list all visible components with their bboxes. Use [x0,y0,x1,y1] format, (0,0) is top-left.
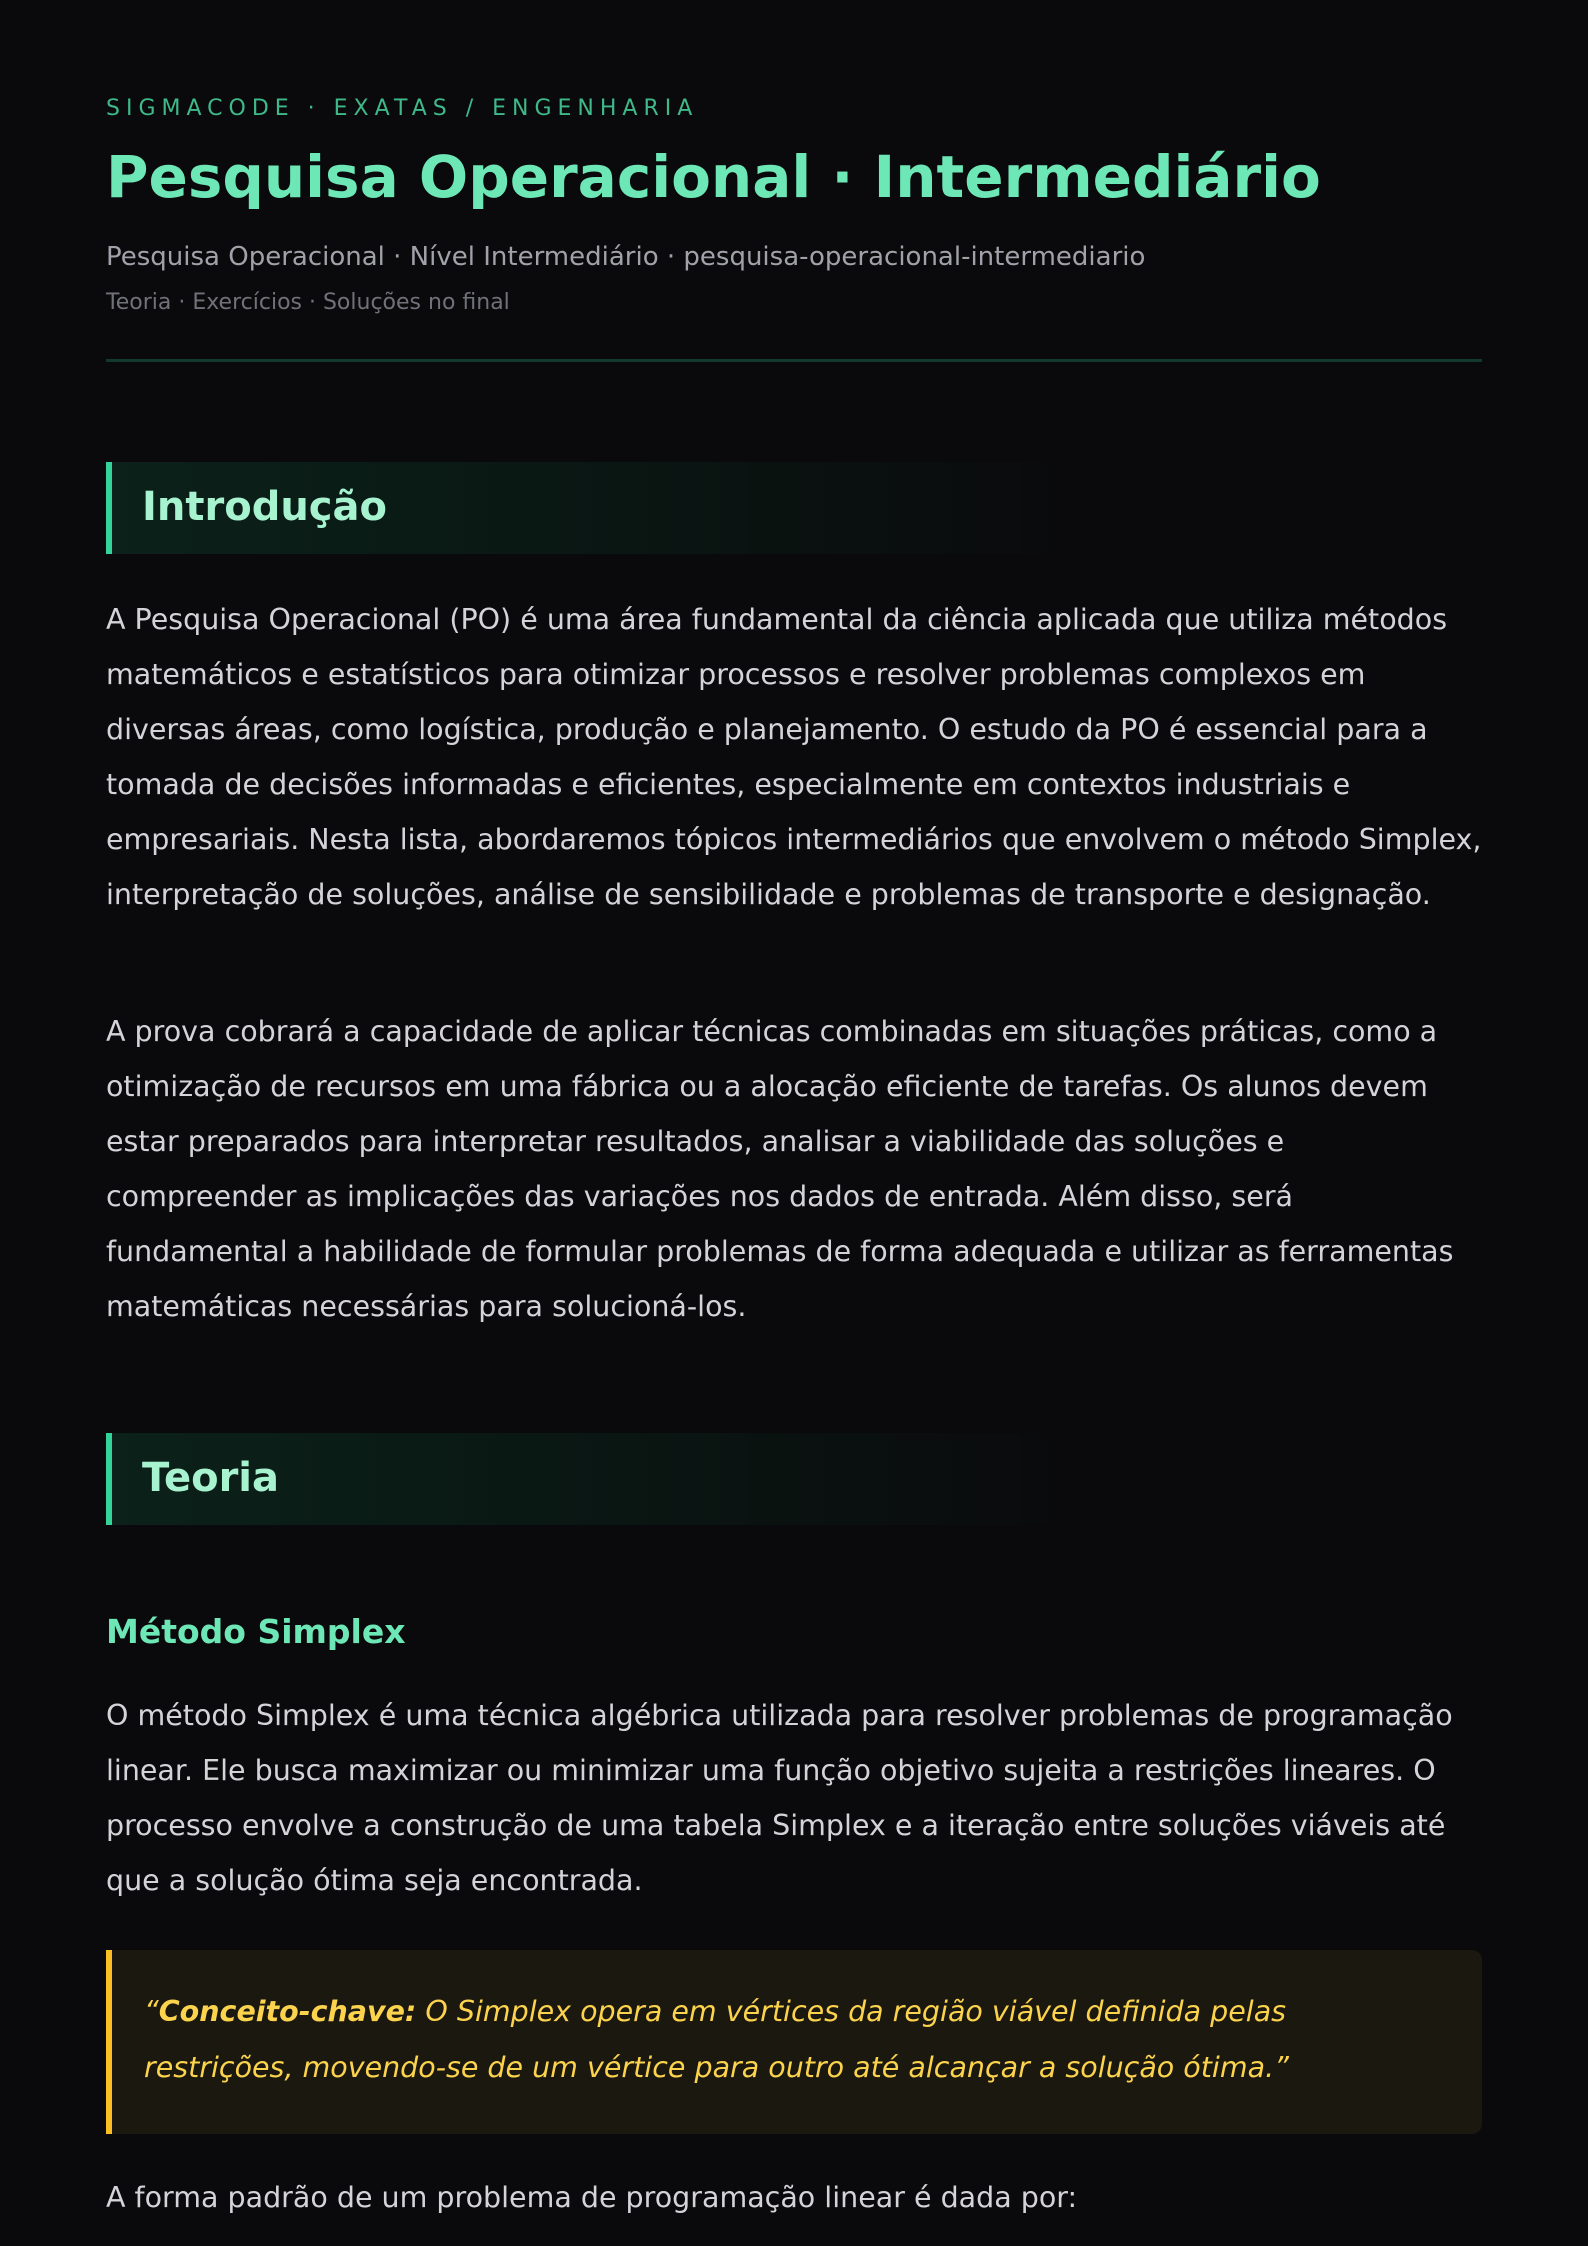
callout-open-quote: “ [144,1995,159,2028]
page-subtitle: Pesquisa Operacional · Nível Intermediário · pesquisa-operacional-intermediario [106,242,1146,272]
standard-form-intro: A forma padrão de um problema de programação linear é dada por: [106,2181,1078,2214]
key-concept-text [144,1984,1444,2096]
key-concept-label: Conceito-chave: [158,1995,417,2028]
key-concept-callout [106,1950,1482,2134]
intro-paragraph-1: A Pesquisa Operacional (PO) é uma área fundamental da ciência aplicada que utiliza métodos matemáticos e estatísticos para otimizar processos e resolver problemas complexos em diversas áreas, como logística, produção e planejamento. O estudo da PO é essencial para a tomada de decisões informadas e eficientes, especialmente em contextos industriais e empresariais. Nesta lista, abordaremos tópicos intermediários que envolvem o método Simplex, interpretação de soluções, análise de sensibilidade e problemas de transporte e designação. [106,603,1482,911]
section-title-introducao: Introdução [142,484,387,530]
section-title-teoria: Teoria [142,1455,280,1501]
subsection-title-metodo-simplex: Método Simplex [106,1612,406,1651]
page-meta: Teoria · Exercícios · Soluções no final [106,290,510,315]
intro-paragraph-2: A prova cobrará a capacidade de aplicar técnicas combinadas em situações práticas, como a otimização de recursos em uma fábrica ou a alocação eficiente de tarefas. Os alunos devem estar preparados para interpretar resultados, analisar a viabilidade das soluções e compreender as implicações das variações nos dados de entrada. Além disso, será fundamental a habilidade de formular problemas de forma adequada e utilizar as ferramentas matemáticas necessárias para solucioná-los. [106,1015,1454,1323]
section-heading-teoria [106,1433,1482,1525]
header-divider [106,359,1482,362]
simplex-paragraph: O método Simplex é uma técnica algébrica utilizada para resolver problemas de programação linear. Ele busca maximizar ou minimizar uma função objetivo sujeita a restrições lineares. O processo envolve a construção de uma tabela Simplex e a iteração entre soluções viáveis até que a solução ótima seja encontrada. [106,1699,1453,1897]
breadcrumb: SIGMACODE · EXATAS / ENGENHARIA [106,96,699,121]
key-concept-body: O Simplex opera em vértices da região viável definida pelas restrições, movendo-se de um vértice para outro até alcançar a solução ótima.” [144,1995,1289,2084]
page-title: Pesquisa Operacional · Intermediário [106,143,1321,211]
section-heading-introducao [106,462,1482,554]
